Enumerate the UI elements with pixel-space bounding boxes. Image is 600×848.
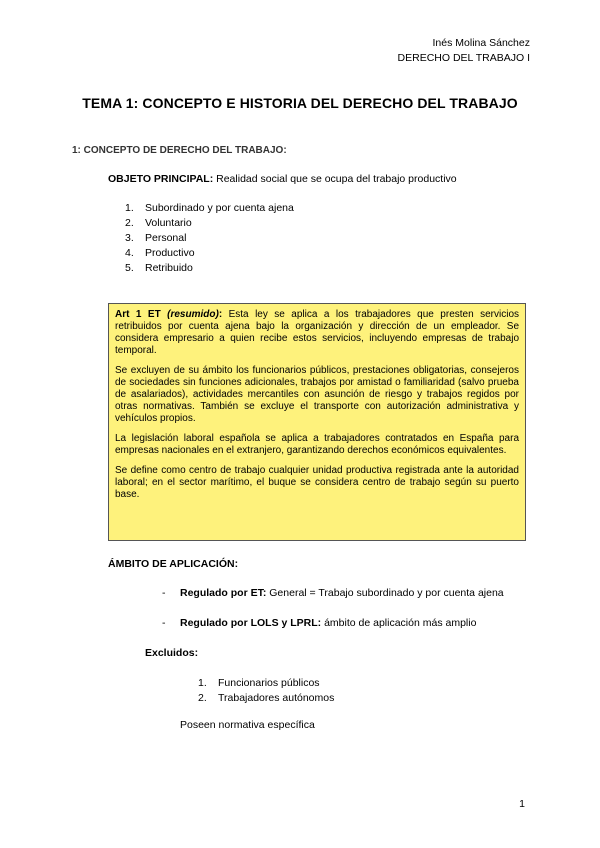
list-text: Funcionarios públicos <box>218 677 320 689</box>
ambito-item-label: Regulado por ET: <box>180 587 267 599</box>
dash-bullet: - <box>162 617 166 629</box>
document-title: TEMA 1: CONCEPTO E HISTORIA DEL DERECHO DEL TRABAJO <box>82 95 518 111</box>
characteristics-list <box>125 201 294 276</box>
list-item <box>125 261 294 276</box>
list-number: 5. <box>125 262 134 274</box>
header-course: DERECHO DEL TRABAJO I <box>397 52 530 64</box>
list-item <box>125 246 294 261</box>
box-paragraph-1 <box>115 309 519 357</box>
ambito-item-text: General = Trabajo subordinado y por cuenta ajena <box>266 587 504 599</box>
ambito-item <box>162 617 476 629</box>
list-text: Retribuido <box>145 262 193 274</box>
normativa-note: Poseen normativa específica <box>180 719 315 731</box>
list-number: 2. <box>198 692 207 704</box>
objeto-label: OBJETO PRINCIPAL: <box>108 173 214 185</box>
objeto-principal <box>108 173 457 185</box>
list-text: Productivo <box>145 247 195 259</box>
list-text: Subordinado y por cuenta ajena <box>145 202 294 214</box>
list-text: Voluntario <box>145 217 192 229</box>
objeto-text: Realidad social que se ocupa del trabajo productivo <box>213 173 457 185</box>
box-paragraph-4: Se define como centro de trabajo cualquier unidad productiva registrada ante la autoridad laboral; en el sector marítimo, el buque se considera centro de trabajo según su puerto base. <box>115 465 519 500</box>
page-header <box>398 36 530 66</box>
ambito-item-text: ámbito de aplicación más amplio <box>321 617 477 629</box>
list-number: 3. <box>125 232 134 244</box>
box-paragraph-1-text: Esta ley se aplica a los trabajadores que presten servicios retribuidos por cuenta ajena bajo la organización y dirección de un empleador. Se considera empresario a quien recibe estos servicios, incluyendo empresas de trabajo temporal. <box>115 309 519 356</box>
article-summary-box <box>108 303 526 541</box>
ambito-heading: ÁMBITO DE APLICACIÓN: <box>108 558 239 570</box>
list-item <box>125 216 294 231</box>
dash-bullet: - <box>162 587 166 599</box>
list-number: 4. <box>125 247 134 259</box>
box-paragraph-2: Se excluyen de su ámbito los funcionarios públicos, prestaciones obligatorias, consejeros de sociedades sin funciones adicionales, trabajos por amistad o familiaridad (salvo prueba de asalariados), actividades mercantiles con asunción de riesgo y trabajos regidos por otras normativas. También se excluye el transporte con autorización administrativa y vehículos propios. <box>115 365 519 424</box>
list-item <box>125 201 294 216</box>
box-lead-colon: : <box>218 309 223 320</box>
list-number: 1. <box>125 202 134 214</box>
list-item <box>198 676 334 691</box>
page-number: 1 <box>519 798 525 810</box>
box-lead: Art 1 ET <box>115 309 168 320</box>
list-text: Personal <box>145 232 187 244</box>
header-author: Inés Molina Sánchez <box>432 37 530 49</box>
box-lead-italic: (resumido) <box>167 309 219 320</box>
list-number: 2. <box>125 217 134 229</box>
list-text: Trabajadores autónomos <box>218 692 335 704</box>
list-item <box>198 691 334 706</box>
excluidos-list <box>198 676 334 706</box>
list-item <box>125 231 294 246</box>
list-number: 1. <box>198 677 207 689</box>
box-paragraph-3: La legislación laboral española se aplica a trabajadores contratados en España para empresas nacionales en el extranjero, garantizando derechos económicos equivalentes. <box>115 433 519 456</box>
ambito-item <box>162 587 504 599</box>
excluidos-heading: Excluidos: <box>145 647 199 659</box>
section-heading: 1: CONCEPTO DE DERECHO DEL TRABAJO: <box>72 145 287 156</box>
ambito-item-label: Regulado por LOLS y LPRL: <box>180 617 322 629</box>
